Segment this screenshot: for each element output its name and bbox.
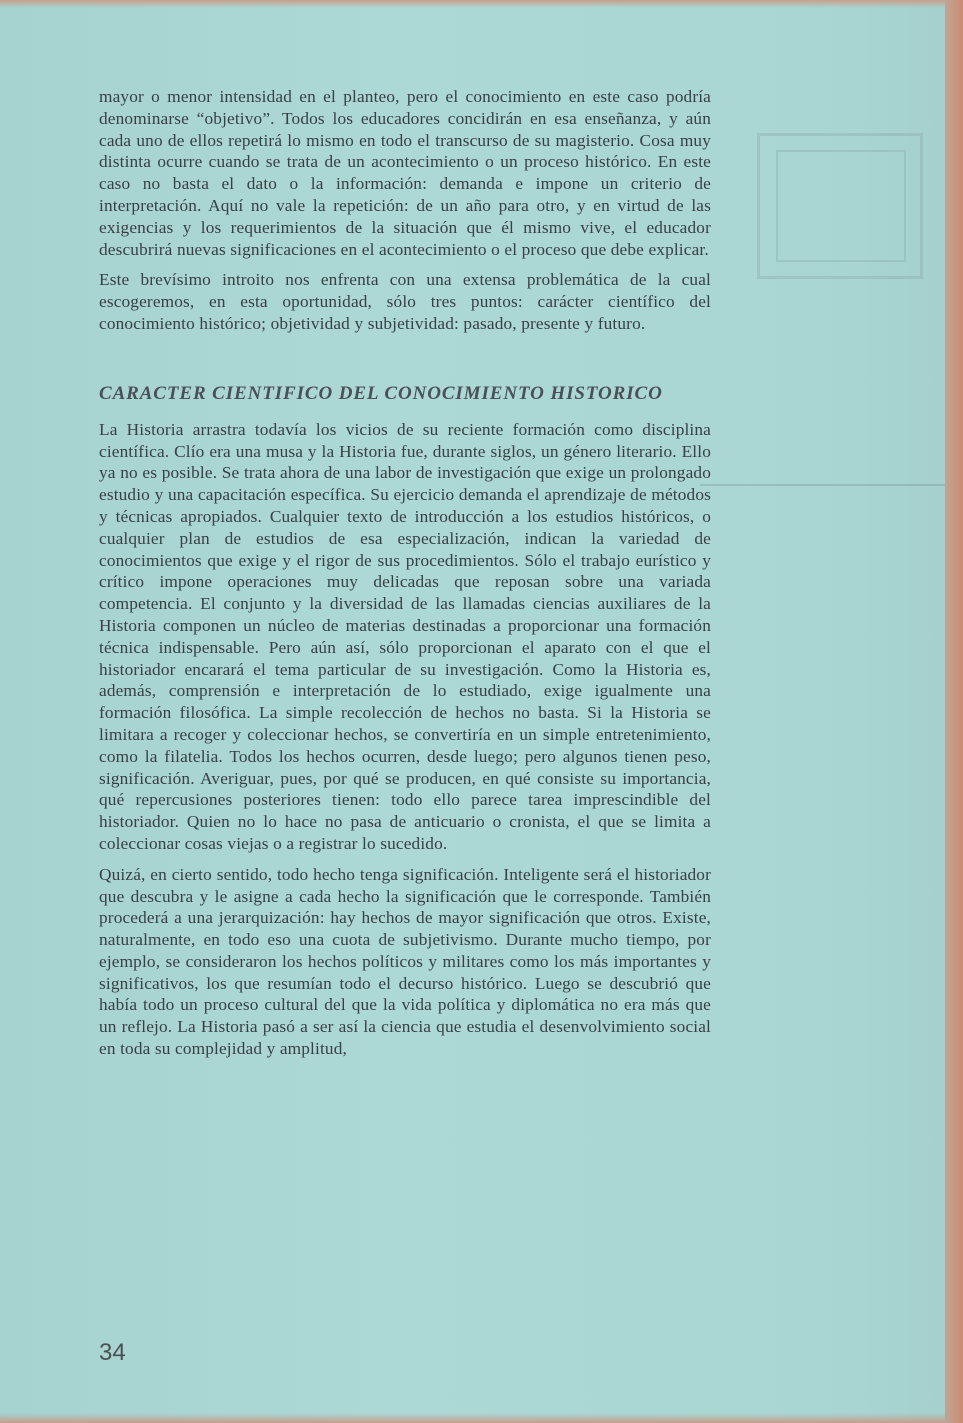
section-heading: CARACTER CIENTIFICO DEL CONOCIMIENTO HISTORICO [99,382,663,404]
section-paragraph-2: Quizá, en cierto sentido, todo hecho tenga significación. Inteligente será el historiador que descubra y le asigne a cada hecho la significación que le corresponde. También procederá a una jerarquización: hay hechos de mayor significación que otros. Existe, naturalmente, en todo eso una cuota de subjetivismo. Durante mucho tiempo, por ejemplo, se consideraron los hechos políticos y militares como los más importantes y significativos, los que resumían todo el decurso histórico. Luego se descubrió que había todo un proceso cultural del que la vida política y diplomática no era más que un reflejo. La Historia pasó a ser así la ciencia que estudia el desenvolvimiento social en toda su complejidad y amplitud, [99,864,711,1059]
page-top-edge [0,0,963,8]
section-paragraph-1: La Historia arrastra todavía los vicios de su reciente formación como disciplina científica. Clío era una musa y la Historia fue, durante siglos, un género literario. Ello ya no es posible. Se trata ahora de una labor de investigación que exige un prolongado estudio y una capacitación específica. Su ejercicio demanda el aprendizaje de métodos y técnicas apropiados. Cualquier texto de introducción a los estudios históricos, o cualquier plan de estudios de esa especialización, indican la variedad de conocimientos que exige y el rigor de sus procedimientos. Sólo el trabajo eurístico y crítico impone operaciones muy delicadas que reposan sobre una variada competencia. El conjunto y la diversidad de las llamadas ciencias auxiliares de la Historia componen un núcleo de materias destinadas a proporcionar una formación técnica indispensable. Pero aún así, sólo proporcionan el aparato con el que el historiador encarará el tema particular de su investigación. Como la Historia es, además, comprensión e interpretación de lo estudiado, exige igualmente una formación filosófica. La simple recolección de hechos no basta. Si la Historia se limitara a recoger y coleccionar hechos, se convertiría en un simple entretenimiento, como la filatelia. Todos los hechos ocurren, desde luego; pero algunos tienen peso, significación. Averiguar, pues, por qué se producen, en qué consiste su importancia, qué repercusiones posteriores tienen: todo ello parece tarea imprescindible del historiador. Quien no lo hace no pasa de anticuario o cronista, el que se limita a coleccionar cosas viejas o a registrar lo sucedido. [99,419,711,853]
intro-paragraph-2: Este brevísimo introito nos enfrenta con una extensa problemática de la cual escogeremos, en esta oportunidad, sólo tres puntos: carácter científico del conocimiento histórico; objetividad y subjetividad: pasado, presente y futuro. [99,270,711,333]
page-right-edge [945,0,963,1423]
bleed-through-stamp-inner [776,150,906,262]
intro-paragraph-1: mayor o menor intensidad en el planteo, pero el conocimiento en este caso podría denominarse “objetivo”. Todos los educadores concidirán en esa enseñanza, y aún cada uno de ellos repetirá lo mismo en todo el transcurso de su magisterio. Cosa muy distinta ocurre cuando se trata de un acontecimiento o un proceso histórico. En este caso no basta el dato o la información: demanda e impone un criterio de interpretación. Aquí no vale la repetición: de un año para otro, y en virtud de las exigencias y los requerimientos de la situación que él mismo vive, el educador descubrirá nuevas significaciones en el acontecimiento o el proceso que debe explicar. [99,87,711,259]
bleed-through-stamp [757,133,923,279]
page-bottom-edge [0,1413,963,1423]
bleed-through-line [700,484,945,486]
page-number: 34 [99,1339,126,1366]
page-content [99,86,711,1060]
